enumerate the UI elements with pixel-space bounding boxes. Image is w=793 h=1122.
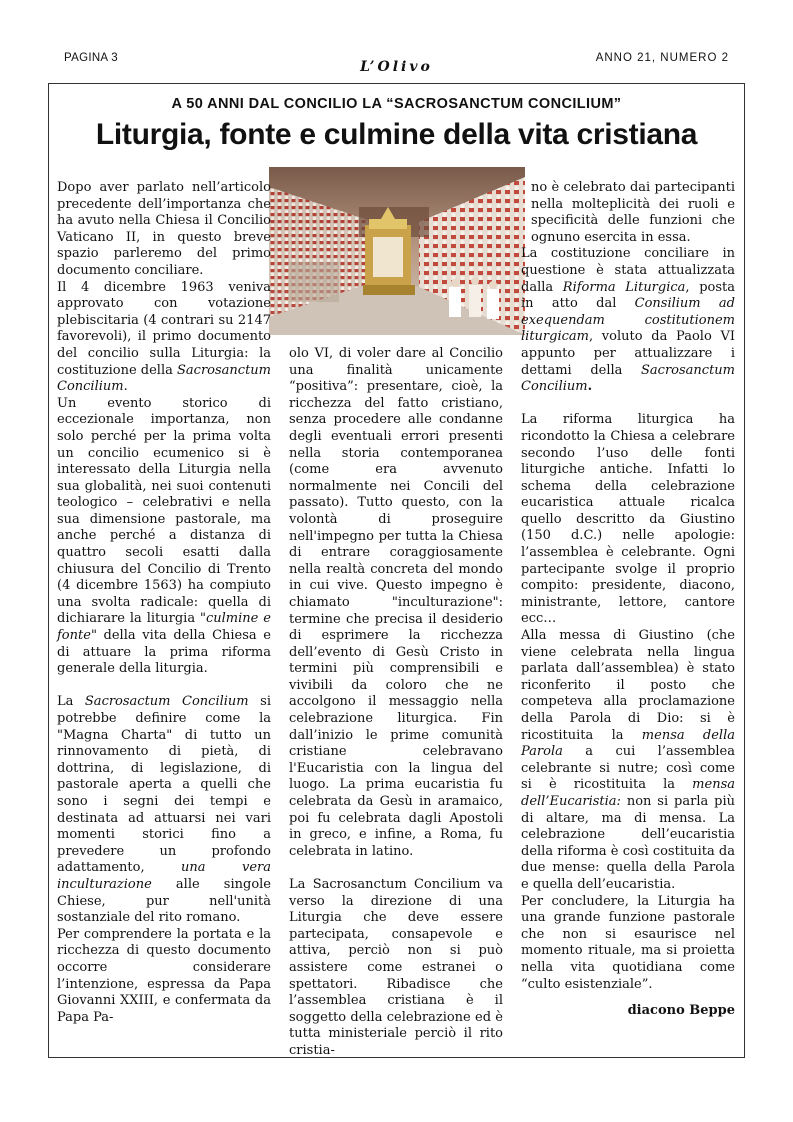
italic-text: culmine e fonte: [57, 611, 271, 644]
paragraph: [57, 694, 271, 926]
italic-text: Consilium ad exequendam costitutionem liturgicam: [521, 296, 735, 345]
paragraph: [521, 628, 735, 894]
masthead-title: L’Olivo: [360, 59, 433, 75]
text-run: .: [123, 379, 128, 395]
italic-text: una vera inculturazione: [57, 860, 271, 892]
paragraph: Dopo aver parlato nell’articolo precedente dell’importanza che ha avuto nella Chiesa il Concilio Vaticano II, in questo breve spazio parleremo del primo documento conciliare.: [57, 180, 271, 278]
council-photo: [269, 167, 525, 335]
paragraph: La Sacrosanctum Concilium va verso la direzione di una Liturgia che deve essere partecipata, consapevole e attiva, perciò non si può assistere come estranei o spettatori. Ribadisce che l’assemblea cristiana è il soggetto della celebrazione ed è tutta ministeriale perciò il rito cristia-: [289, 877, 503, 1058]
page-number: PAGINA 3: [64, 52, 118, 64]
text-run: alle singole Chiese, pur nell'unità sostanziale del rito romano.: [57, 876, 271, 926]
text-run: non si parla più di altare, ma di mensa. La celebrazione dell’eucaristia della riforma è così costituita da due mense: quella della Parola e quella dell’eucaristia.: [521, 793, 735, 892]
italic-text: Riforma Liturgica: [562, 279, 686, 295]
text-run: Il 4 dicembre 1963 veniva approvato con votazione plebiscitaria (4 contrari su 2147 favorevoli), il primo documento del concilio sulla Liturgia: la costituzione della: [57, 279, 271, 378]
paragraph: [521, 246, 735, 395]
article-kicker: A 50 ANNI DAL CONCILIO LA “SACROSANCTUM CONCILIUM”: [171, 96, 622, 112]
text-run: " della vita della Chiesa e di attuare la prima riforma generale della liturgia.: [57, 628, 271, 677]
article-column-2: [289, 346, 503, 1060]
issue-number: ANNO 21, NUMERO 2: [595, 52, 729, 64]
article-title: Liturgia, fonte e culmine della vita cristiana: [95, 118, 698, 151]
text-run: La: [57, 694, 85, 710]
text-run: , voluto da Paolo VI appunto per attualizzare i dettami della: [521, 329, 735, 378]
paragraph: olo VI, di voler dare al Concilio una finalità unicamente “positiva”: presentare, cioè, la ricchezza del fatto cristiano, senza procedere alle condanne degli eventuali errori presenti nella storia contemporanea (come era avvenuto normalmente nei Concili del passato). Tutto questo, con la volontà di proseguire nell'impegno per tutta la Chiesa di entrare coraggiosamente nella realtà concreta del mondo in cui vive. Questo impegno è chiamato "inculturazione": termine che precisa il desiderio di esprimere la ricchezza dell’evento di Gesù Cristo in termini più comprensibili e vivibili da coloro che ne accolgono il messaggio nella celebrazione liturgica. Fin dall’inizio le prime comunità cristiane celebravano l'Eucaristia con la lingua del luogo. La prima eucaristia fu celebrata da Gesù in aramaico, poi fu celebrata dagli Apostoli in greco, e infine, a Roma, fu celebrata in latino.: [289, 346, 503, 859]
text-run: si potrebbe definire come la "Magna Charta" di tutto un rinnovamento di pietà, di dottrina, di legislazione, di pastorale aperta a quelli che sono i segni dei tempi e destinata ad attuarsi nei vari momenti storici fino a prevedere un profondo adattamento,: [57, 694, 271, 876]
italic-text: Sacrosanctum Concilium: [57, 362, 271, 395]
author-signature: diacono Beppe: [627, 1003, 735, 1019]
article-column-1: [57, 180, 271, 1026]
text-run: Alla messa di Giustino (che viene celebrata nella lingua parlata dall’assemblea) è stato riconferito il posto che competeva alla proclamazione della Parola di Dio: si è ricostituita la: [521, 628, 735, 743]
italic-text: Sacrosactum Concilium: [84, 694, 249, 710]
italic-text: Sacrosanctum Concilium: [521, 362, 735, 395]
paragraph: Per concludere, la Liturgia ha una grande funzione pastorale che non si esaurisce nel momento rituale, ma si proietta nella vita quotidiana come “culto esistenziale”.: [521, 893, 735, 992]
paragraph: [57, 280, 271, 396]
italic-text: mensa dell’Eucaristia:: [521, 777, 735, 809]
paragraph: [57, 396, 271, 678]
text-run: , posta in atto dal: [521, 279, 735, 312]
text-run: .: [587, 379, 593, 395]
text-run: a cui l’assemblea celebrante si nutre; così come si è ricostituita la: [521, 744, 735, 793]
council-photo-illustration: [269, 167, 525, 335]
article-column-3: [521, 180, 735, 1020]
paragraph: Per comprendere la portata e la ricchezza di questo documento occorre considerare l’intenzione, espressa da Papa Giovanni XXIII, e confermata da Papa Pa-: [57, 926, 271, 1025]
text-run: Un evento storico di eccezionale importanza, non solo perché per la prima volta un concilio ecumenico si è interessato della Liturgia nella sua globalità, nei suoi contenuti teologico – celebrativi e nella sua dimensione pastorale, ma anche perché a distanza di quattro secoli esatti dalla chiusura del Concilio di Trento (4 dicembre 1563) ha compiuto una svolta radicale: quella di dichiarare la liturgia ": [57, 395, 271, 627]
paragraph: La riforma liturgica ha ricondotto la Chiesa a celebrare secondo l’uso delle fonti liturgiche antiche. Infatti lo schema della celebrazione eucaristica attuale ricalca quello descritto da Giustino (150 d.C.) nelle apologie: l’assemblea è celebrante. Ogni partecipante svolge il proprio compito: presidente, diacono, ministrante, lettore, cantore ecc…: [521, 412, 735, 627]
italic-text: mensa della Parola: [521, 727, 736, 760]
paragraph: no è celebrato dai partecipanti nella molteplicità dei ruoli e specificità delle funzioni che ognuno esercita in essa.: [531, 180, 735, 245]
text-run: La costituzione conciliare in questione è stata attualizzata dalla: [521, 246, 735, 295]
